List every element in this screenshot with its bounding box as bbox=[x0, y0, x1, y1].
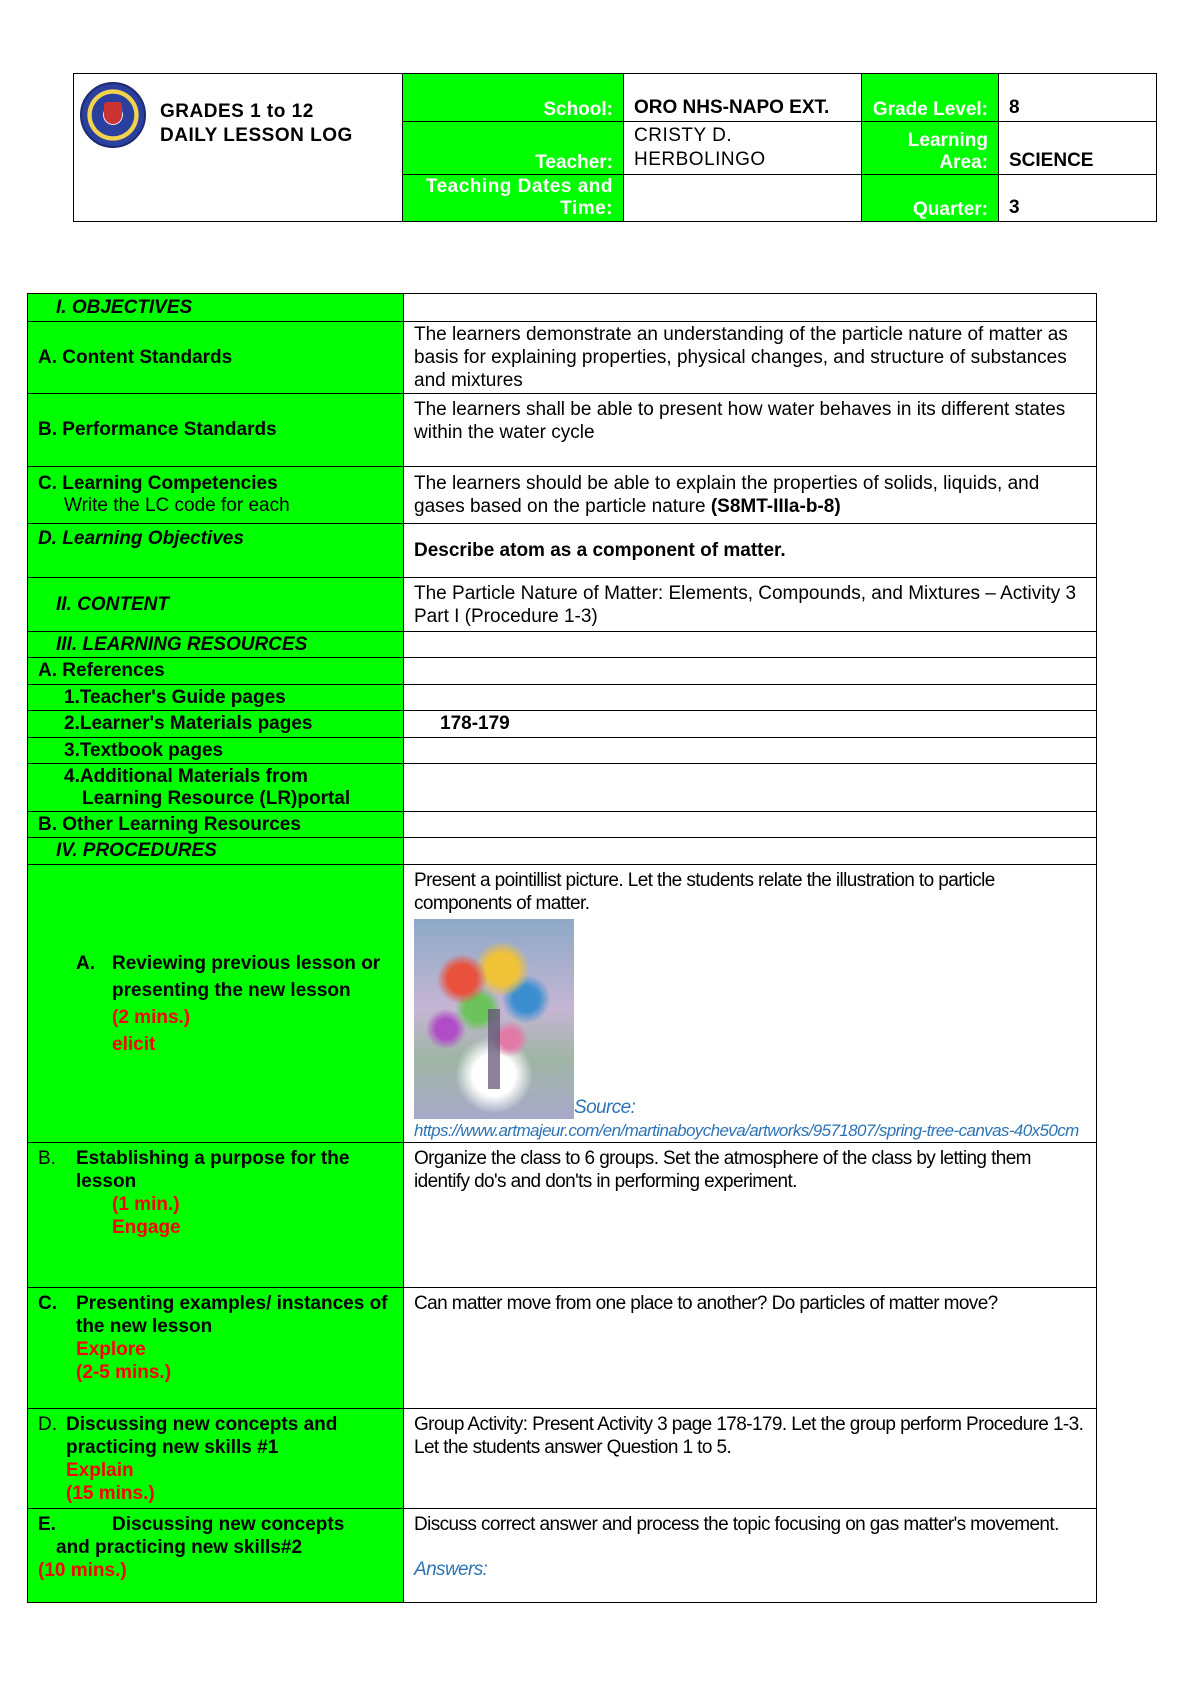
resources-heading: III. LEARNING RESOURCES bbox=[28, 632, 404, 658]
procedure-e-row bbox=[28, 1509, 1097, 1603]
lm-pages-value: 178-179 bbox=[404, 711, 1097, 738]
procedure-b-cell bbox=[28, 1143, 404, 1288]
learning-objectives-label: D. Learning Objectives bbox=[28, 524, 404, 578]
document-title bbox=[160, 100, 353, 148]
procedure-a-label: Reviewing previous lesson or presenting the new lesson bbox=[112, 952, 381, 1001]
competencies-cell bbox=[28, 467, 404, 524]
procedure-a-letter: A. bbox=[76, 952, 95, 974]
procedure-d-phase: Explain bbox=[66, 1460, 134, 1481]
grade-level-value: 8 bbox=[999, 74, 1157, 122]
competencies-label: C. Learning Competencies bbox=[38, 473, 278, 494]
source-url-link[interactable]: https://www.artmajeur.com/en/martinaboycheva/artworks/9571807/spring-tree-canvas-40x50cm bbox=[414, 1121, 1079, 1140]
teaching-dates-label: Teaching Dates and Time: bbox=[403, 175, 624, 222]
additional-materials-row bbox=[28, 764, 1097, 812]
content-row bbox=[28, 578, 1097, 632]
tg-pages-label: 1.Teacher's Guide pages bbox=[28, 685, 404, 711]
procedure-a-row bbox=[28, 865, 1097, 1143]
textbook-row bbox=[28, 738, 1097, 764]
competencies-code: (S8MT-IIIa-b-8) bbox=[710, 496, 841, 517]
procedure-e-cell bbox=[28, 1509, 404, 1603]
content-heading: II. CONTENT bbox=[28, 578, 404, 632]
school-value: ORO NHS-NAPO EXT. bbox=[624, 74, 862, 122]
competencies-cell-right bbox=[404, 467, 1097, 524]
procedure-d-letter: D. bbox=[38, 1414, 57, 1435]
deped-seal-icon bbox=[80, 82, 146, 148]
learning-objectives-text: Describe atom as a component of matter. bbox=[404, 524, 1097, 578]
doc-title-line1: GRADES 1 to 12 bbox=[160, 101, 314, 122]
procedure-c-phase: Explore bbox=[76, 1339, 146, 1360]
pointillist-tree-image bbox=[414, 919, 574, 1119]
header-table bbox=[73, 73, 1157, 222]
procedure-b-time: (1 min.) bbox=[112, 1194, 180, 1215]
procedures-heading: IV. PROCEDURES bbox=[28, 838, 404, 865]
school-label: School: bbox=[403, 74, 624, 122]
content-text: The Particle Nature of Matter: Elements, Compounds, and Mixtures – Activity 3 Part I (Procedure 1-3) bbox=[404, 578, 1097, 632]
additional-materials-cell bbox=[28, 764, 404, 812]
procedure-d-time: (15 mins.) bbox=[66, 1483, 155, 1504]
additional-materials-line1: 4.Additional Materials from bbox=[64, 765, 308, 787]
objectives-heading-row bbox=[28, 294, 1097, 322]
performance-standards-row bbox=[28, 394, 1097, 467]
content-standards-label: A. Content Standards bbox=[28, 322, 404, 394]
procedure-c-row bbox=[28, 1288, 1097, 1409]
competencies-text: The learners should be able to explain the properties of solids, liquids, and gases based on the particle nature bbox=[414, 473, 1040, 517]
resources-heading-row bbox=[28, 632, 1097, 658]
other-resources-row bbox=[28, 812, 1097, 838]
quarter-value: 3 bbox=[999, 175, 1157, 222]
content-standards-text: The learners demonstrate an understanding of the particle nature of matter as basis for explaining properties, physical changes, and structure of substances and mixtures bbox=[404, 322, 1097, 394]
procedure-a-text: Present a pointillist picture. Let the students relate the illustration to particle components of matter. bbox=[414, 870, 995, 914]
procedure-e-label: Discussing new concepts bbox=[112, 1514, 345, 1535]
teacher-value: CRISTY D. HERBOLINGO bbox=[624, 122, 862, 175]
logo-cell bbox=[74, 74, 403, 222]
teaching-dates-value bbox=[624, 175, 862, 222]
procedure-b-letter: B. bbox=[38, 1148, 56, 1169]
procedure-c-text: Can matter move from one place to another? Do particles of matter move? bbox=[404, 1288, 1097, 1409]
content-standards-row bbox=[28, 322, 1097, 394]
procedure-c-letter: C. bbox=[38, 1293, 57, 1314]
procedure-c-cell bbox=[28, 1288, 404, 1409]
source-label: Source: bbox=[574, 1097, 636, 1118]
other-resources-label: B. Other Learning Resources bbox=[28, 812, 404, 838]
procedure-e-letter: E. bbox=[38, 1514, 56, 1535]
procedure-a-phase: elicit bbox=[112, 1033, 156, 1055]
learning-objectives-row bbox=[28, 524, 1097, 578]
procedure-d-label: Discussing new concepts and practicing new skills #1 bbox=[66, 1414, 338, 1458]
grade-level-label: Grade Level: bbox=[862, 74, 999, 122]
procedure-b-phase: Engage bbox=[112, 1217, 181, 1238]
procedure-e-content bbox=[404, 1509, 1097, 1603]
tg-pages-row bbox=[28, 685, 1097, 711]
learning-area-value: SCIENCE bbox=[999, 122, 1157, 175]
references-label: A. References bbox=[28, 658, 404, 685]
lm-pages-label: 2.Learner's Materials pages bbox=[28, 711, 404, 738]
learning-area-label: Learning Area: bbox=[862, 122, 999, 175]
textbook-label: 3.Textbook pages bbox=[28, 738, 404, 764]
procedure-a-time: (2 mins.) bbox=[112, 1006, 191, 1028]
teacher-label: Teacher: bbox=[403, 122, 624, 175]
lm-pages-row bbox=[28, 711, 1097, 738]
procedure-d-cell bbox=[28, 1409, 404, 1509]
procedure-c-time: (2-5 mins.) bbox=[76, 1362, 172, 1383]
performance-standards-label: B. Performance Standards bbox=[28, 394, 404, 467]
doc-title-line2: DAILY LESSON LOG bbox=[160, 125, 353, 146]
competencies-row bbox=[28, 467, 1097, 524]
quarter-label: Quarter: bbox=[862, 175, 999, 222]
procedure-e-time: (10 mins.) bbox=[38, 1560, 127, 1581]
procedure-a-content bbox=[404, 865, 1097, 1143]
references-row bbox=[28, 658, 1097, 685]
performance-standards-text: The learners shall be able to present how water behaves in its different states within the water cycle bbox=[404, 394, 1097, 467]
procedure-d-text: Group Activity: Present Activity 3 page 178-179. Let the group perform Procedure 1-3. Let the students answer Question 1 to 5. bbox=[404, 1409, 1097, 1509]
procedure-b-text: Organize the class to 6 groups. Set the atmosphere of the class by letting them identify do's and don'ts in performing experiment. bbox=[404, 1143, 1097, 1288]
procedures-heading-row bbox=[28, 838, 1097, 865]
procedure-e-answers: Answers: bbox=[414, 1559, 488, 1580]
procedure-e-text: Discuss correct answer and process the topic focusing on gas matter's movement. bbox=[414, 1514, 1059, 1535]
procedure-e-label2: and practicing new skills#2 bbox=[56, 1537, 303, 1558]
procedure-a-cell bbox=[28, 865, 404, 1143]
procedure-b-row bbox=[28, 1143, 1097, 1288]
additional-materials-line2: Learning Resource (LR)portal bbox=[82, 787, 351, 809]
procedure-c-label: Presenting examples/ instances of the new lesson bbox=[76, 1293, 388, 1337]
lesson-log-table bbox=[27, 293, 1097, 1603]
procedure-d-row bbox=[28, 1409, 1097, 1509]
objectives-heading: I. OBJECTIVES bbox=[28, 294, 404, 322]
competencies-sub: Write the LC code for each bbox=[64, 495, 290, 516]
procedure-b-label: Establishing a purpose for the lesson bbox=[76, 1148, 350, 1192]
